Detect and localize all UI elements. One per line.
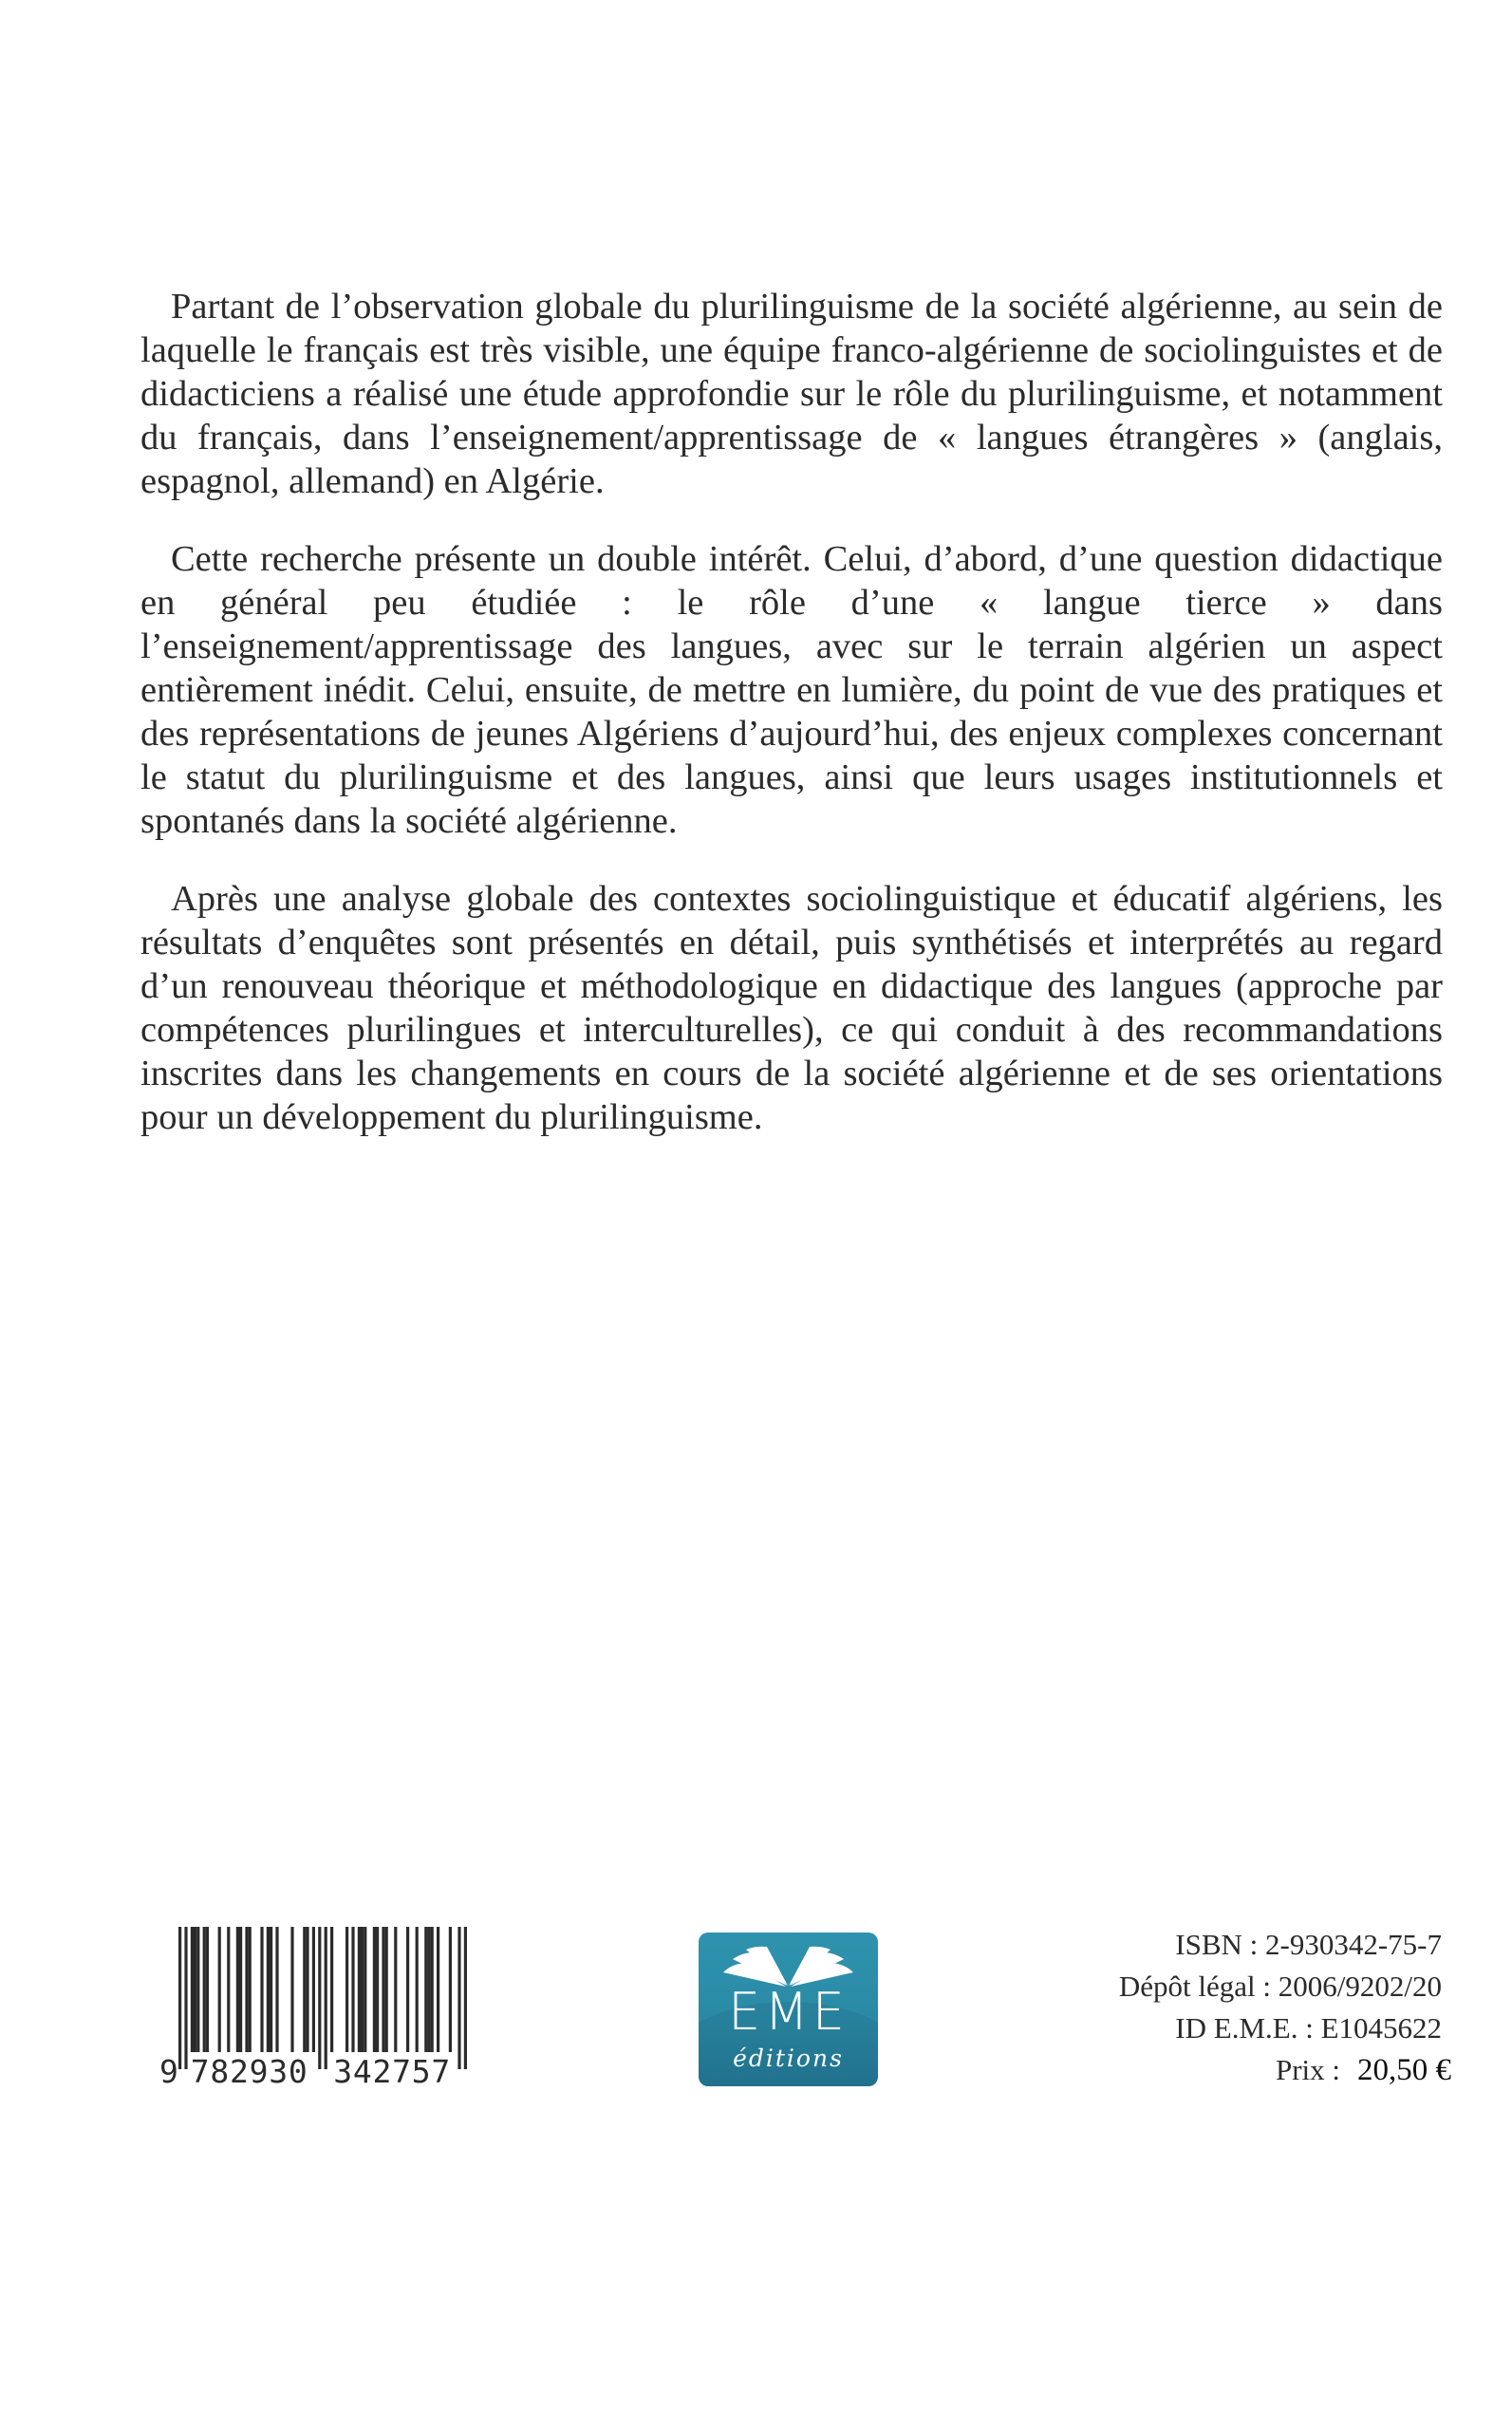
- blurb-paragraph-1: Partant de l’observation globale du plurilinguisme de la société algérienne, au sein de laquelle le français est très visible, une équipe franco-algérienne de sociolinguistes et de didacticiens a réalisé une étude approfondie sur le rôle du plurilinguisme, et notamment du français, dans l’enseignement/apprentissage de « langues étrangères » (anglais, espagnol, allemand) en Algérie.: [140, 287, 1443, 501]
- depot-legal-label: Dépôt légal :: [1118, 1970, 1272, 2003]
- depot-legal-row: [1119, 1966, 1442, 2008]
- isbn-label: ISBN :: [1175, 1928, 1259, 1961]
- isbn-barcode: [159, 1925, 473, 2086]
- publisher-logo: [699, 1933, 878, 2086]
- eme-id-row: [1119, 2008, 1442, 2049]
- back-cover-blurb: [140, 285, 1443, 1173]
- svg-text:782930: 782930: [190, 2053, 308, 2086]
- book-info: [1118, 1924, 1451, 2091]
- price-value: 20,50 €: [1357, 2053, 1451, 2087]
- isbn-value: 2-930342-75-7: [1265, 1928, 1442, 1961]
- logo-subtitle: éditions: [733, 2045, 844, 2072]
- isbn-row: [1119, 1924, 1442, 1966]
- price-label: Prix :: [1275, 2053, 1340, 2086]
- blurb-paragraph-3: Après une analyse globale des contextes sociolinguistique et éducatif algériens, les résultats d’enquêtes sont présentés en détail, puis synthétisés et interprétés au regard d’un renouveau théorique et méthodologique en didactique des langues (approche par compétences plurilingues et interculturelles), ce qui conduit à des recommandations inscrites dans les changements en cours de la société algérienne et de ses orientations pour un développement du plurilinguisme.: [140, 879, 1443, 1137]
- logo-letters: EME: [728, 1982, 849, 2042]
- eme-id-value: E1045622: [1320, 2011, 1442, 2045]
- price-row: [1119, 2049, 1451, 2091]
- svg-text:342757: 342757: [333, 2053, 451, 2086]
- eme-id-label: ID E.M.E. :: [1175, 2011, 1314, 2045]
- depot-legal-value: 2006/9202/20: [1278, 1970, 1442, 2003]
- blurb-paragraph-2: Cette recherche présente un double intérêt. Celui, d’abord, d’une question didactique en général peu étudiée : le rôle d’une « langue tierce » dans l’enseignement/apprentissage des langues, avec sur le terrain algérien un aspect entièrement inédit. Celui, ensuite, de mettre en lumière, du point de vue des pratiques et des représentations de jeunes Algériens d’aujourd’hui, des enjeux complexes concernant le statut du plurilinguisme et des langues, ainsi que leurs usages institutionnels et spontanés dans la société algérienne.: [140, 539, 1443, 841]
- barcode-icon: [159, 1925, 473, 2086]
- svg-text:9: 9: [159, 2053, 178, 2086]
